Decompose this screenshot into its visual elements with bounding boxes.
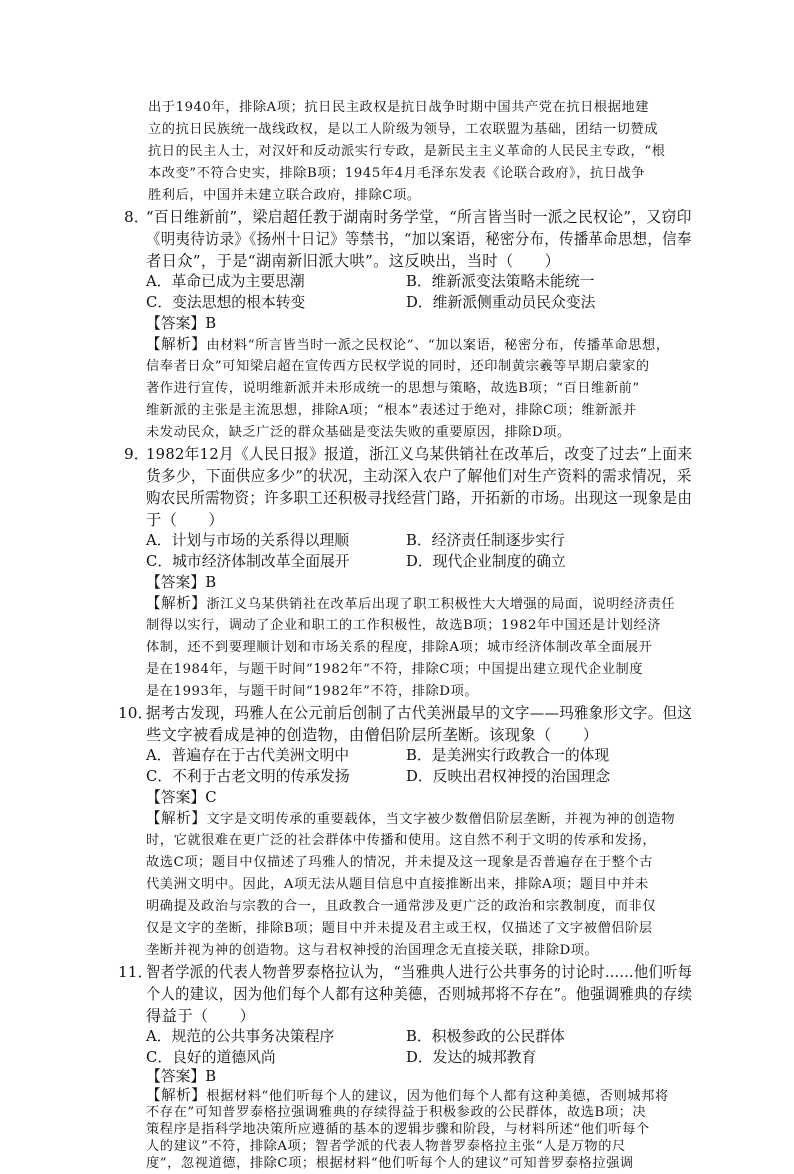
analysis-line: 立的抗日民族统一战线政权，是以工人阶级为领导，工农联盟为基础，团结一切赞成 (148, 122, 659, 137)
question-stem: “百日维新前”，梁启超任教于湖南时务学堂，“所言皆当时一派之民权论”，又窃印 (146, 208, 692, 226)
question-stem: 智者学派的代表人物普罗泰格拉认为，“当雅典人进行公共事务的讨论时……他们听每 (146, 963, 693, 981)
question-stem: 1982年12月《人民日报》报道，浙江义乌某供销社在改革后，改变了过去“上面来 (146, 445, 693, 463)
analysis-line: 【解析】由材料“所言皆当时一派之民权论”、“加以案语，秘密分布，传播革命思想， (146, 337, 670, 353)
analysis-line: 著作进行宣传，说明维新派并未形成统一的思想与策略，故选B项；“百日维新前” (146, 381, 640, 396)
option-d: D．反映出君权神授的治国理念 (406, 768, 611, 785)
answer-value: B (205, 1068, 217, 1085)
analysis-line: 人的建议”不符，排除A项；智者学派的代表人物普罗泰格拉主张“人是万物的尺 (146, 1139, 626, 1154)
option-c: C．城市经济体制改革全面展开 (146, 553, 350, 570)
option-a: A．普遍存在于古代美洲文明中 (146, 747, 350, 764)
question-stem: 于（ ） (146, 511, 224, 529)
answer-value: B (205, 315, 217, 332)
analysis-line: 垄断并视为神的创造物。这与君权神授的治国理念无直接关联，排除D项。 (146, 943, 599, 958)
question-number: 8． (124, 208, 150, 226)
option-b: B．维新派变法策略未能统一 (406, 273, 595, 290)
answer-row (146, 1067, 216, 1087)
option-a: A．规范的公共事务决策程序 (146, 1028, 335, 1045)
analysis-line: 体制，还不到要理顺计划和市场关系的程度，排除A项；城市经济体制改革全面展开 (146, 640, 653, 655)
analysis-line: 是在1984年，与题干时间“1982年”不符，排除C项；中国提出建立现代企业制度 (146, 662, 644, 677)
question-stem: 个人的建议，因为他们每个人都有这种美德，否则城邦将不存在”。他强调雅典的存续 (146, 985, 693, 1003)
question-stem: 者日众”，于是“湖南新旧派大哄”。这反映出，当时（ ） (146, 252, 561, 270)
option-d: D．发达的城邦教育 (406, 1049, 537, 1066)
option-d: D．现代企业制度的确立 (406, 553, 566, 570)
answer-tag: 【答案】 (146, 315, 206, 332)
option-b: B．积极参政的公民群体 (406, 1028, 565, 1045)
question-number: 9． (124, 445, 150, 463)
question-stem: 得益于（ ） (146, 1007, 256, 1025)
answer-value: C (205, 789, 217, 806)
answer-tag: 【答案】 (146, 574, 206, 591)
analysis-line: 制得以实行，调动了企业和职工的工作积极性，故选B项；1982年中国还是计划经济 (146, 618, 662, 633)
analysis-tag: 【解析】 (146, 811, 207, 827)
option-c: C．良好的道德风尚 (146, 1049, 276, 1066)
answer-tag: 【答案】 (146, 789, 206, 806)
analysis-line: 时，它就很难在更广泛的社会群体中传播和使用。这自然不利于文明的传承和发扬， (146, 833, 657, 848)
analysis-line: 代美洲文明中。因此，A项无法从题目信息中直接推断出来，排除A项；题目中并未 (146, 877, 649, 892)
analysis-line: 【解析】浙江义乌某供销社在改革后出现了职工积极性大大增强的局面，说明经济责任 (146, 596, 676, 612)
option-b: B．经济责任制逐步实行 (406, 532, 565, 549)
question-stem: 货多少，下面供应多少”的状况，主动深入农户了解他们对生产资料的需求情况，采 (146, 467, 692, 485)
answer-row (146, 788, 217, 808)
question-stem: 据考古发现，玛雅人在公元前后创制了古代美洲最早的文字——玛雅象形文字。但这 (146, 704, 693, 722)
option-b: B．是美洲实行政教合一的体现 (406, 747, 610, 764)
analysis-tag: 【解析】 (146, 1088, 207, 1104)
analysis-line: 抗日的民主人士，对汉奸和反动派实行专政，是新民主主义革命的人民民主专政，“根 (148, 144, 666, 159)
option-a: A．革命已成为主要思潮 (146, 273, 305, 290)
option-c: C．变法思想的根本转变 (146, 294, 306, 311)
analysis-line: 本改变”不符合史实，排除B项；1945年4月毛泽东发表《论联合政府》，抗日战争 (148, 166, 646, 181)
question-number: 10． (118, 704, 153, 722)
analysis-line: 【解析】文字是文明传承的重要载体，当文字被少数僧侣阶层垄断，并视为神的创造物 (146, 811, 676, 827)
analysis-tag: 【解析】 (146, 337, 207, 353)
question-stem: 《明夷待访录》《扬州十日记》等禁书，“加以案语，秘密分布，传播革命思想，信奉 (146, 230, 692, 248)
analysis-line: 度”，忽视道德，排除C项；根据材料“他们听每个人的建议”可知普罗泰格拉强调 (146, 1156, 634, 1171)
analysis-line: 是在1993年，与题干时间“1982年”不符，排除D项。 (146, 684, 479, 699)
answer-tag: 【答案】 (146, 1068, 206, 1085)
answer-row (146, 314, 216, 334)
option-a: A．计划与市场的关系得以理顺 (146, 532, 350, 549)
option-c: C．不利于古老文明的传承发扬 (146, 768, 350, 785)
analysis-line: 不存在”可知普罗泰格拉强调雅典的存续得益于积极参政的公民群体，故选B项；决 (146, 1105, 647, 1120)
analysis-line: 故选C项；题目中仅描述了玛雅人的情况，并未提及这一现象是否普遍存在于整个古 (146, 855, 654, 870)
analysis-line: 【解析】根据材料“他们听每个人的建议，因为他们每个人都有这种美德，否则城邦将 (146, 1088, 669, 1104)
analysis-line: 策程序是指科学地决策所应遵循的基本的逻辑步骤和阶段，与材料所述“他们听每个 (146, 1122, 650, 1137)
analysis-line: 明确提及政治与宗教的合一，且政教合一通常涉及更广泛的政治和宗教制度，而非仅 (146, 899, 657, 914)
analysis-line: 胜利后，中国并未建立联合政府，排除C项。 (148, 188, 421, 203)
analysis-tag: 【解析】 (146, 596, 207, 612)
answer-value: B (205, 574, 217, 591)
question-stem: 购农民所需物资；许多职工还积极寻找经营门路，开拓新的市场。出现这一现象是由 (146, 489, 693, 507)
analysis-line: 未发动民众，缺乏广泛的群众基础是变法失败的重要原因，排除D项。 (146, 425, 571, 440)
question-stem: 些文字被看成是神的创造物，由僧侣阶层所垄断。该现象（ ） (146, 726, 599, 744)
question-number: 11． (118, 963, 153, 981)
answer-row (146, 573, 216, 593)
option-d: D．维新派侧重动员民众变法 (406, 294, 596, 311)
analysis-line: 出于1940年，排除A项；抗日民主政权是抗日战争时期中国共产党在抗日根据地建 (148, 100, 650, 115)
analysis-line: 仅是文字的垄断，排除B项；题目中并未提及君主或王权，仅描述了文字被僧侣阶层 (146, 921, 653, 936)
analysis-line: 维新派的主张是主流思想，排除A项；“根本”表述过于绝对，排除C项；维新派并 (146, 403, 637, 418)
analysis-line: 信奉者日众”可知梁启超在宣传西方民权学说的同时，还印制黄宗羲等早期启蒙家的 (146, 359, 650, 374)
